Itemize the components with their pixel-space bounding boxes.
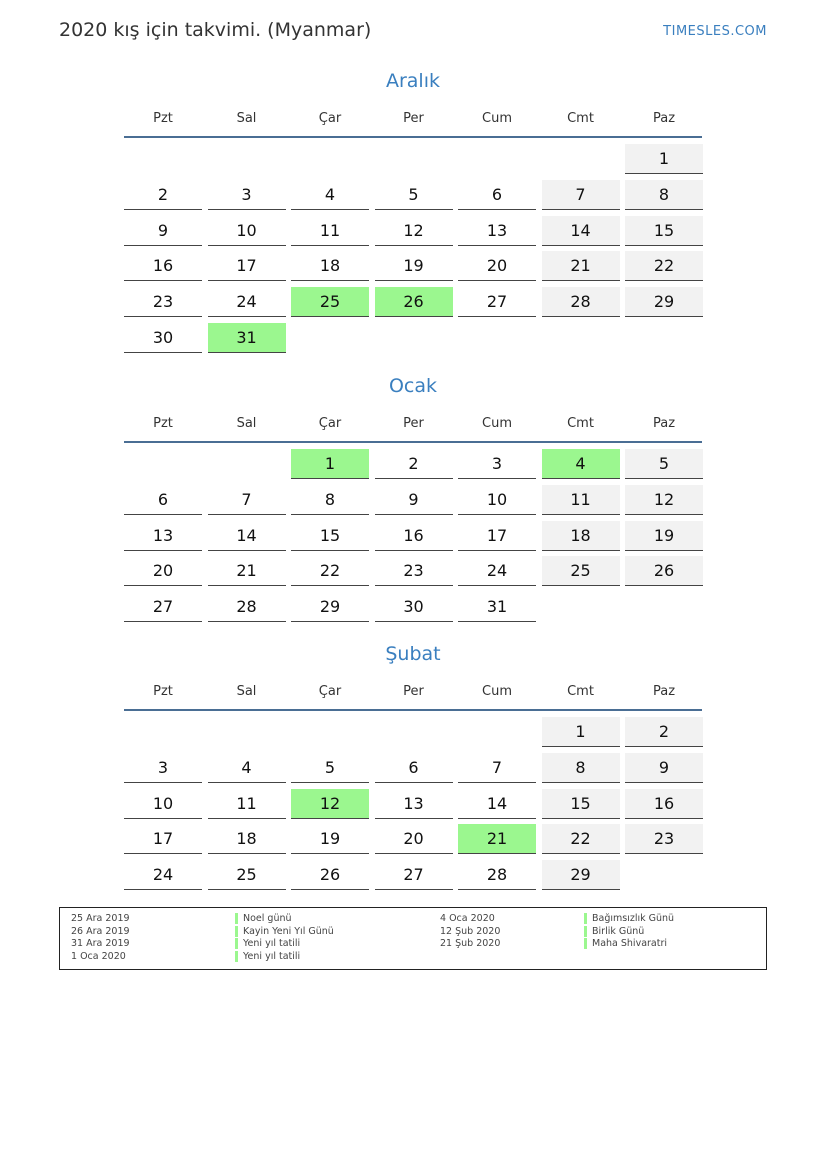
day-cell: 15: [625, 216, 703, 246]
day-cell: 31: [208, 323, 286, 353]
day-cell: 1: [291, 449, 369, 479]
weekday-header: Paz: [652, 684, 676, 699]
day-cell: 5: [375, 180, 453, 210]
header-divider: [124, 709, 702, 711]
day-cell: 13: [375, 789, 453, 819]
legend-date: 21 Şub 2020: [440, 938, 501, 950]
day-cell: 7: [208, 485, 286, 515]
day-cell: 5: [291, 753, 369, 783]
weekday-header: Pzt: [153, 416, 173, 431]
day-cell: 7: [542, 180, 620, 210]
day-cell: 10: [208, 216, 286, 246]
day-cell: 11: [542, 485, 620, 515]
legend-holiday-name: Birlik Günü: [584, 926, 644, 937]
day-cell: 6: [375, 753, 453, 783]
day-cell: 8: [542, 753, 620, 783]
day-cell: 7: [458, 753, 536, 783]
day-cell: 29: [291, 592, 369, 622]
day-cell: 5: [625, 449, 703, 479]
legend-holiday-name: Bağımsızlık Günü: [584, 913, 674, 924]
day-cell: 19: [291, 824, 369, 854]
day-cell: 19: [375, 251, 453, 281]
day-cell: 8: [625, 180, 703, 210]
day-cell: 1: [542, 717, 620, 747]
day-cell: 14: [458, 789, 536, 819]
day-cell: 27: [458, 287, 536, 317]
legend-holiday-name: Noel günü: [235, 913, 292, 924]
day-cell: 26: [625, 556, 703, 586]
day-cell: 22: [291, 556, 369, 586]
day-cell: 20: [375, 824, 453, 854]
day-cell: 18: [542, 521, 620, 551]
day-cell: 6: [124, 485, 202, 515]
day-cell: 14: [542, 216, 620, 246]
legend-holiday-name: Maha Shivaratri: [584, 938, 667, 949]
day-cell: 3: [458, 449, 536, 479]
day-cell: 22: [542, 824, 620, 854]
day-cell: 23: [124, 287, 202, 317]
day-cell: 4: [542, 449, 620, 479]
day-cell: 24: [124, 860, 202, 890]
weekday-header: Cmt: [567, 416, 594, 431]
day-cell: 8: [291, 485, 369, 515]
day-cell: 20: [124, 556, 202, 586]
weekday-header: Sal: [236, 416, 257, 431]
weekday-header: Cmt: [567, 111, 594, 126]
day-cell: 9: [625, 753, 703, 783]
header-divider: [124, 136, 702, 138]
legend-holiday-name: Yeni yıl tatili: [235, 938, 300, 949]
day-cell: 27: [375, 860, 453, 890]
day-cell: 12: [625, 485, 703, 515]
weekday-header: Pzt: [153, 111, 173, 126]
weekday-header: Per: [403, 111, 424, 126]
day-cell: 26: [375, 287, 453, 317]
weekday-header: Per: [403, 684, 424, 699]
weekday-header: Çar: [318, 111, 342, 126]
month-title: Aralık: [385, 70, 440, 92]
page-title: 2020 kış için takvimi. (Myanmar): [59, 19, 372, 41]
month-title: Şubat: [385, 643, 441, 665]
day-cell: 1: [625, 144, 703, 174]
day-cell: 15: [291, 521, 369, 551]
weekday-header: Pzt: [153, 684, 173, 699]
day-cell: 17: [208, 251, 286, 281]
day-cell: 20: [458, 251, 536, 281]
day-cell: 9: [375, 485, 453, 515]
day-cell: 17: [458, 521, 536, 551]
day-cell: 17: [124, 824, 202, 854]
brand-link[interactable]: TIMESLES.COM: [663, 24, 767, 39]
day-cell: 27: [124, 592, 202, 622]
day-cell: 10: [458, 485, 536, 515]
day-cell: 21: [458, 824, 536, 854]
weekday-header: Cum: [482, 416, 512, 431]
day-cell: 13: [458, 216, 536, 246]
day-cell: 24: [458, 556, 536, 586]
legend-date: 12 Şub 2020: [440, 925, 501, 937]
legend-holiday-name: Yeni yıl tatili: [235, 951, 300, 962]
day-cell: 16: [124, 251, 202, 281]
day-cell: 29: [542, 860, 620, 890]
day-cell: 26: [291, 860, 369, 890]
day-cell: 12: [291, 789, 369, 819]
day-cell: 31: [458, 592, 536, 622]
legend-date: 31 Ara 2019: [71, 938, 130, 950]
day-cell: 28: [208, 592, 286, 622]
day-cell: 25: [542, 556, 620, 586]
day-cell: 28: [458, 860, 536, 890]
weekday-header: Paz: [652, 111, 676, 126]
legend-date: 26 Ara 2019: [71, 925, 130, 937]
holiday-legend: [59, 907, 767, 970]
day-cell: 15: [542, 789, 620, 819]
day-cell: 2: [124, 180, 202, 210]
day-cell: 13: [124, 521, 202, 551]
day-cell: 12: [375, 216, 453, 246]
day-cell: 23: [375, 556, 453, 586]
day-cell: 30: [124, 323, 202, 353]
day-cell: 25: [291, 287, 369, 317]
day-cell: 9: [124, 216, 202, 246]
day-cell: 21: [208, 556, 286, 586]
day-cell: 18: [208, 824, 286, 854]
day-cell: 25: [208, 860, 286, 890]
day-cell: 16: [625, 789, 703, 819]
day-cell: 4: [208, 753, 286, 783]
legend-date: 25 Ara 2019: [71, 913, 130, 924]
day-cell: 6: [458, 180, 536, 210]
day-cell: 30: [375, 592, 453, 622]
day-cell: 14: [208, 521, 286, 551]
month-title: Ocak: [388, 375, 438, 397]
day-cell: 29: [625, 287, 703, 317]
legend-date: 1 Oca 2020: [71, 951, 126, 963]
weekday-header: Sal: [236, 111, 257, 126]
weekday-header: Per: [403, 416, 424, 431]
day-cell: 16: [375, 521, 453, 551]
header-divider: [124, 441, 702, 443]
day-cell: 19: [625, 521, 703, 551]
legend-holiday-name: Kayin Yeni Yıl Günü: [235, 926, 334, 937]
weekday-header: Cum: [482, 684, 512, 699]
day-cell: 22: [625, 251, 703, 281]
weekday-header: Sal: [236, 684, 257, 699]
day-cell: 28: [542, 287, 620, 317]
day-cell: 24: [208, 287, 286, 317]
day-cell: 11: [208, 789, 286, 819]
day-cell: 2: [625, 717, 703, 747]
weekday-header: Çar: [318, 416, 342, 431]
day-cell: 4: [291, 180, 369, 210]
weekday-header: Cmt: [567, 684, 594, 699]
day-cell: 3: [124, 753, 202, 783]
day-cell: 21: [542, 251, 620, 281]
weekday-header: Cum: [482, 111, 512, 126]
legend-date: 4 Oca 2020: [440, 913, 495, 924]
day-cell: 18: [291, 251, 369, 281]
day-cell: 3: [208, 180, 286, 210]
day-cell: 2: [375, 449, 453, 479]
day-cell: 23: [625, 824, 703, 854]
day-cell: 11: [291, 216, 369, 246]
day-cell: 10: [124, 789, 202, 819]
weekday-header: Çar: [318, 684, 342, 699]
weekday-header: Paz: [652, 416, 676, 431]
